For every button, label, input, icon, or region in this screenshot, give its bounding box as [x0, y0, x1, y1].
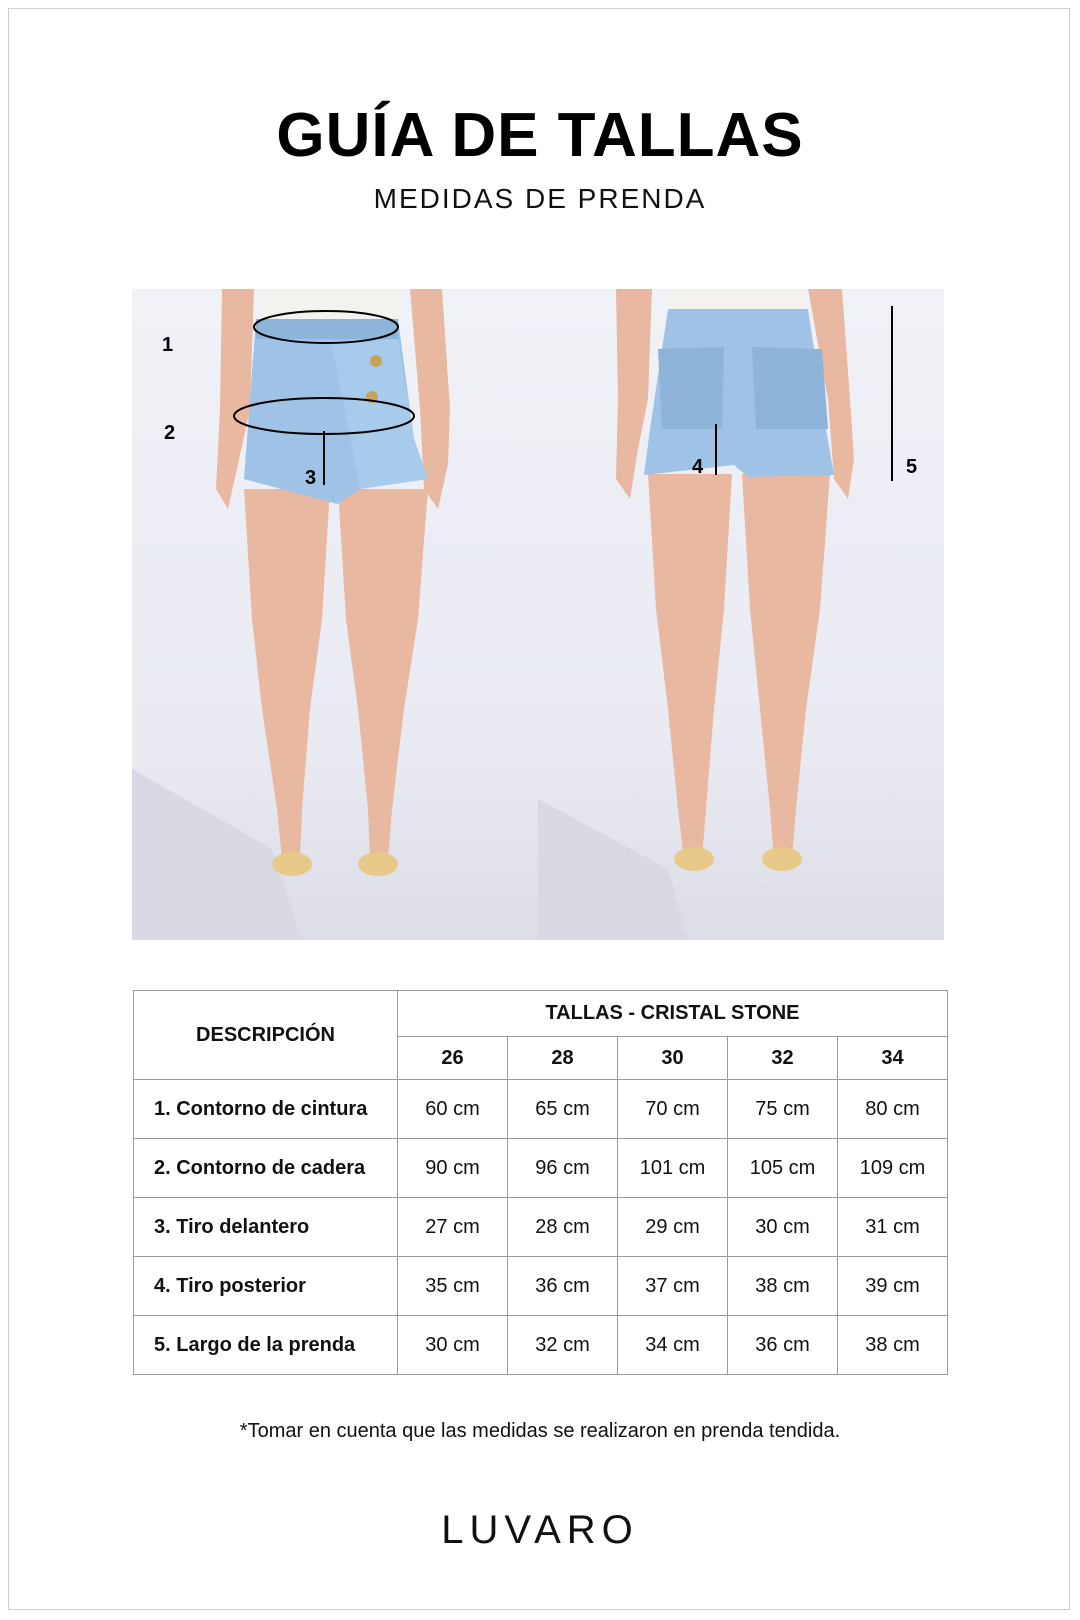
front-view-photo: [132, 289, 538, 940]
row-label: 4. Tiro posterior: [134, 1257, 398, 1316]
measure-label-2: 2: [164, 422, 176, 444]
size-header: 30: [618, 1037, 728, 1080]
table-cell: 101 cm: [618, 1139, 728, 1198]
row-label: 2. Contorno de cadera: [134, 1139, 398, 1198]
table-row: [134, 1198, 948, 1257]
size-table: [133, 990, 948, 1375]
table-cell: 30 cm: [398, 1316, 508, 1375]
table-row: [134, 1316, 948, 1375]
table-cell: 29 cm: [618, 1198, 728, 1257]
row-label: 5. Largo de la prenda: [134, 1316, 398, 1375]
table-row: [134, 1080, 948, 1139]
page-title: GUÍA DE TALLAS: [276, 101, 804, 170]
size-header: 32: [728, 1037, 838, 1080]
table-cell: 32 cm: [508, 1316, 618, 1375]
table-row: [134, 1257, 948, 1316]
table-cell: 105 cm: [728, 1139, 838, 1198]
measure-label-3: 3: [305, 467, 317, 489]
row-label: 1. Contorno de cintura: [134, 1080, 398, 1139]
table-cell: 34 cm: [618, 1316, 728, 1375]
sizes-group-header: TALLAS - CRISTAL STONE: [398, 991, 948, 1037]
size-header: 26: [398, 1037, 508, 1080]
row-label: 3. Tiro delantero: [134, 1198, 398, 1257]
table-cell: 37 cm: [618, 1257, 728, 1316]
table-cell: 38 cm: [838, 1316, 948, 1375]
table-cell: 65 cm: [508, 1080, 618, 1139]
table-cell: 36 cm: [508, 1257, 618, 1316]
size-header: 34: [838, 1037, 948, 1080]
table-cell: 96 cm: [508, 1139, 618, 1198]
measurement-note: *Tomar en cuenta que las medidas se realizaron en prenda tendida.: [239, 1420, 841, 1442]
back-view-photo: [538, 289, 944, 940]
brand-logo: LUVARO: [441, 1508, 639, 1552]
table-cell: 28 cm: [508, 1198, 618, 1257]
table-cell: 36 cm: [728, 1316, 838, 1375]
measure-label-1: 1: [162, 334, 174, 356]
table-row: [134, 1139, 948, 1198]
page-subtitle: MEDIDAS DE PRENDA: [373, 183, 707, 214]
size-header: 28: [508, 1037, 618, 1080]
table-cell: 80 cm: [838, 1080, 948, 1139]
table-cell: 38 cm: [728, 1257, 838, 1316]
table-cell: 39 cm: [838, 1257, 948, 1316]
measure-label-5: 5: [906, 456, 918, 478]
table-cell: 35 cm: [398, 1257, 508, 1316]
description-header: DESCRIPCIÓN: [134, 991, 398, 1080]
table-cell: 31 cm: [838, 1198, 948, 1257]
table-cell: 60 cm: [398, 1080, 508, 1139]
measure-label-4: 4: [692, 456, 704, 478]
table-cell: 70 cm: [618, 1080, 728, 1139]
table-cell: 90 cm: [398, 1139, 508, 1198]
table-cell: 27 cm: [398, 1198, 508, 1257]
table-cell: 30 cm: [728, 1198, 838, 1257]
table-cell: 109 cm: [838, 1139, 948, 1198]
table-cell: 75 cm: [728, 1080, 838, 1139]
